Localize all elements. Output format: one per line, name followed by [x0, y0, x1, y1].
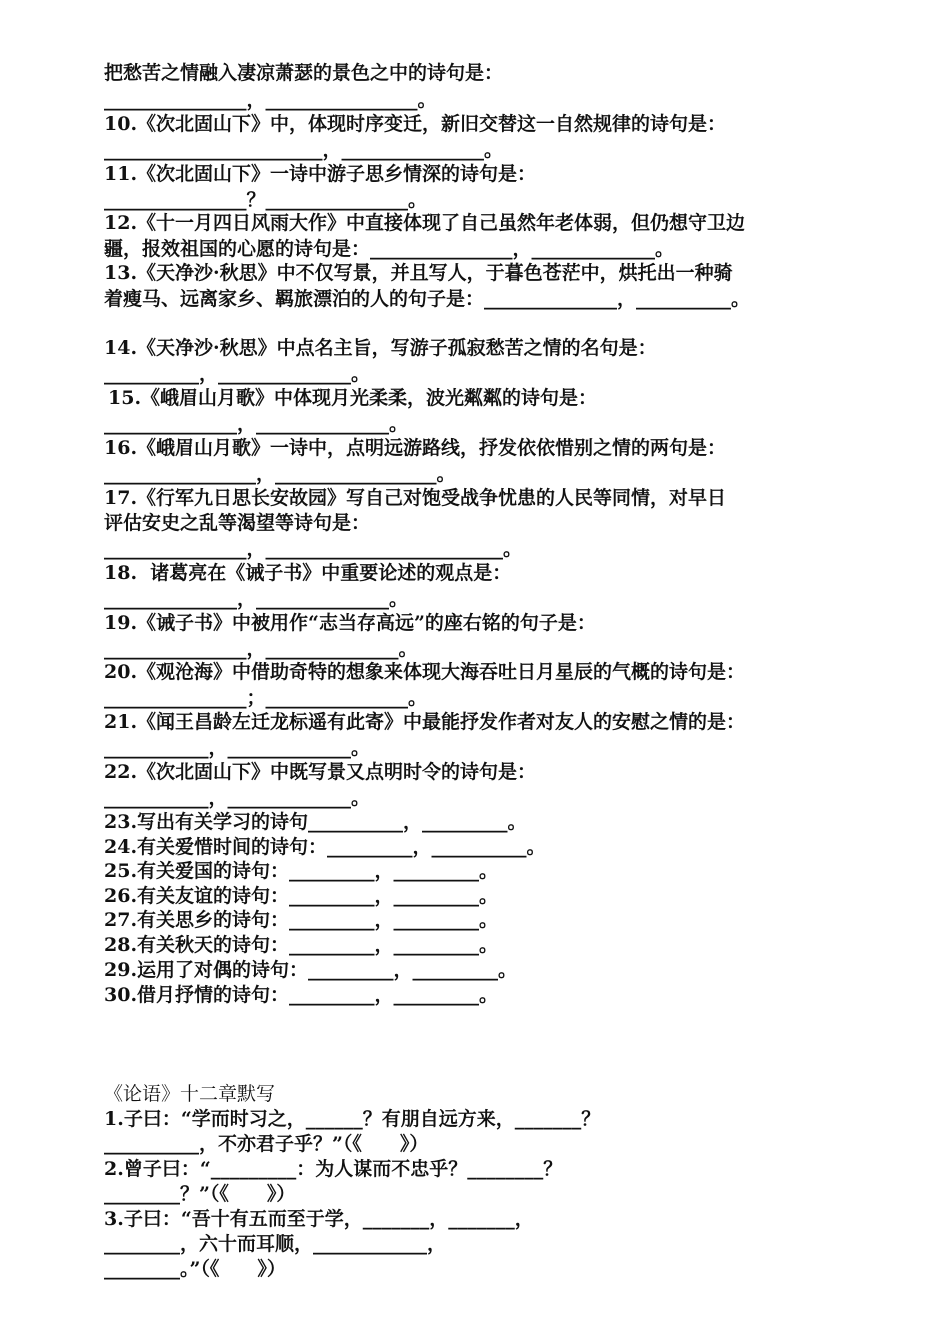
answer-blank-line: ______________，______________。: [104, 588, 409, 610]
question-intro: 把愁苦之情融入凄凉萧瑟的景色之中的诗句是：: [104, 62, 504, 84]
lunyu-question-2-line-1: 2.曾子曰：“_________：为人谋而不忠乎？________？: [104, 1158, 563, 1180]
question-29: 29.运用了对偶的诗句：_________，_________。: [104, 959, 518, 981]
question-15: 15.《峨眉山月歌》中体现月光柔柔，波光粼粼的诗句是：: [108, 387, 598, 409]
question-24: 24.有关爱惜时间的诗句：_________，__________。: [104, 836, 546, 858]
lunyu-question-2-line-2: ________？”（《 》）: [104, 1183, 296, 1205]
answer-blank-line: ______________，______________。: [104, 413, 409, 435]
question-10: 10.《次北固山下》中，体现时序变迁，新旧交替这一自然规律的诗句是：: [104, 113, 727, 135]
lunyu-question-3-line-3: ________。”（《 》）: [104, 1258, 286, 1280]
question-12-line-1: 12.《十一月四日风雨大作》中直接体现了自己虽然年老体弱，但仍想守卫边: [104, 212, 746, 234]
question-20: 20.《观沧海》中借助奇特的想象来体现大海吞吐日月星辰的气概的诗句是：: [104, 661, 746, 683]
question-13-line-2: 着瘦马、远离家乡、羁旅漂泊的人的句子是：______________，__________。: [104, 288, 751, 310]
question-21: 21.《闻王昌龄左迁龙标遥有此寄》中最能抒发作者对友人的安慰之情的是：: [104, 711, 746, 733]
question-13-line-1: 13.《天净沙·秋思》中不仅写景，并且写人，于暮色苍茫中，烘托出一种骑: [104, 262, 733, 284]
answer-blank-line: _______________，_________________________。: [104, 538, 523, 560]
answer-blank-line: _______________；_______________。: [104, 687, 428, 709]
question-12-line-2: 疆，报效祖国的心愿的诗句是：_______________，_____________。: [104, 238, 675, 260]
answer-blank-line: ___________，_____________。: [104, 737, 371, 759]
answer-blank-line: _______________，________________。: [104, 89, 437, 111]
lunyu-question-3-line-1: 3.子曰：“吾十有五而至于学，_______，_______，: [104, 1208, 534, 1230]
question-27: 27.有关思乡的诗句：_________，_________。: [104, 909, 499, 931]
lunyu-question-1-line-1: 1.子曰：“学而时习之，______？有朋自远方来，_______？: [104, 1108, 601, 1130]
answer-blank-line: __________，______________。: [104, 363, 371, 385]
lunyu-question-3-line-2: ________，六十而耳顺，____________，: [104, 1233, 447, 1255]
question-30: 30.借月抒情的诗句：_________，_________。: [104, 984, 499, 1006]
answer-blank-line: ________________，_________________。: [104, 463, 456, 485]
question-28: 28.有关秋天的诗句：_________，_________。: [104, 934, 499, 956]
lunyu-question-1-line-2: __________，不亦君子乎？”（《 》）: [104, 1133, 429, 1155]
answer-blank-line: ___________，_____________。: [104, 787, 371, 809]
question-25: 25.有关爱国的诗句：_________，_________。: [104, 860, 499, 882]
answer-blank-line: _______________？_______________。: [104, 189, 428, 211]
question-17-line-1: 17.《行军九日思长安故园》写自己对饱受战争忧患的人民等同情，对早日: [104, 487, 727, 509]
answer-blank-line: _______________________，_______________。: [104, 139, 504, 161]
question-26: 26.有关友谊的诗句：_________，_________。: [104, 885, 499, 907]
section-title: 《论语》十二章默写: [104, 1083, 276, 1105]
question-11: 11.《次北固山下》一诗中游子思乡情深的诗句是：: [104, 163, 537, 185]
question-18: 18. 诸葛亮在《诫子书》中重要论述的观点是：: [104, 562, 512, 584]
question-22: 22.《次北固山下》中既写景又点明时令的诗句是：: [104, 761, 537, 783]
question-19: 19.《诫子书》中被用作“志当存高远”的座右铭的句子是：: [104, 612, 596, 634]
question-23: 23.写出有关学习的诗句__________，_________。: [104, 811, 527, 833]
question-17-line-2: 评估安史之乱等渴望等诗句是：: [104, 512, 371, 534]
question-14: 14.《天净沙·秋思》中点名主旨，写游子孤寂愁苦之情的名句是：: [104, 337, 657, 359]
answer-blank-line: _______________，______________。: [104, 638, 418, 660]
question-16: 16.《峨眉山月歌》一诗中，点明远游路线，抒发依依惜别之情的两句是：: [104, 437, 727, 459]
